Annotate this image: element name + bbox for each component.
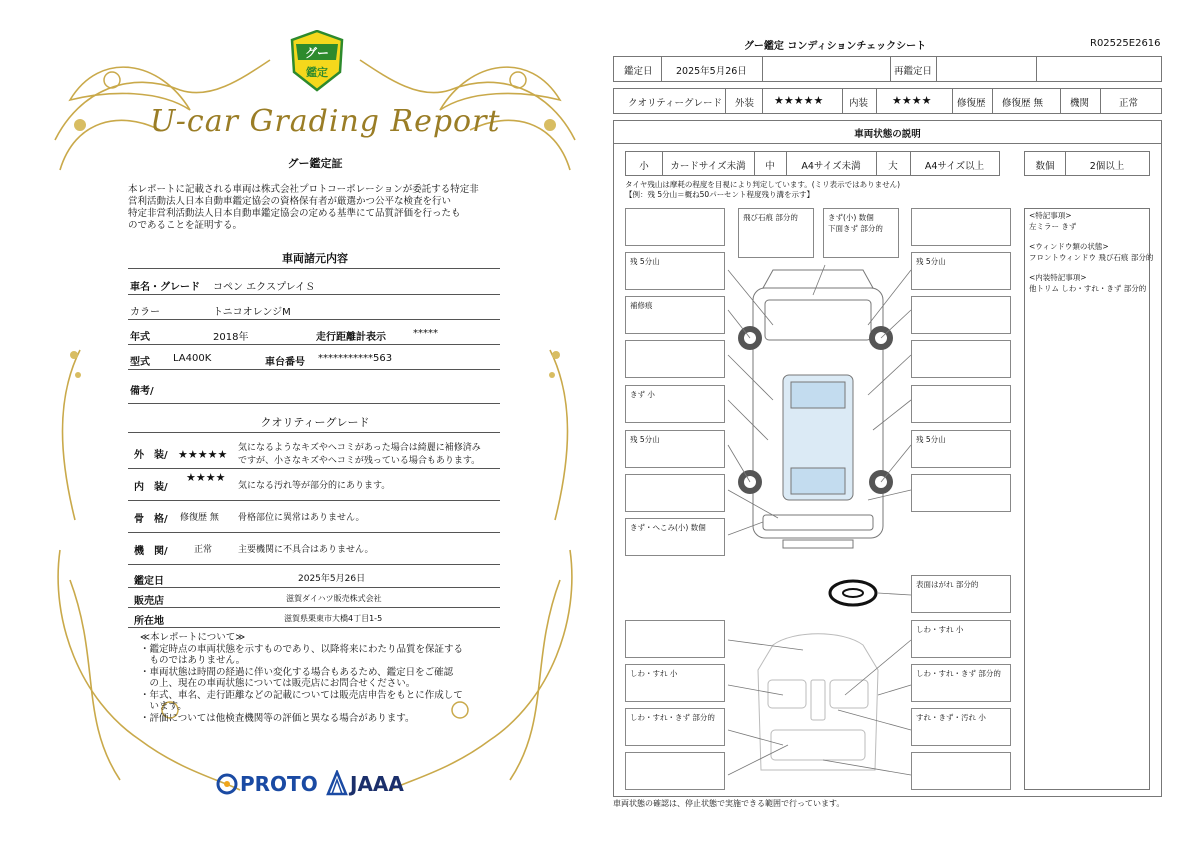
footer-address [128, 608, 500, 628]
value: ***** [413, 328, 438, 339]
spec-row-color [128, 297, 500, 320]
spec-row-name [128, 272, 500, 295]
label: 鑑定日 [134, 576, 164, 587]
quality-heading: クオリティーグレード [260, 416, 370, 429]
jaaa-logo: JAAA [350, 772, 404, 796]
note-box [911, 208, 1011, 246]
tire-note-example: 【例：残 5分山＝概ね50パーセント程度残り溝を示す】 [625, 190, 815, 199]
note-line: ・年式、車名、走行距離などの記載については販売店申告をもとに作成して [140, 689, 463, 701]
legend-large: 大 [888, 161, 898, 172]
divider [128, 268, 500, 269]
badge-line2: 鑑定 [306, 66, 328, 79]
note-text: しわ・すれ 小 [916, 625, 964, 634]
note-box [625, 296, 725, 334]
quality-frame [128, 502, 500, 533]
quality-engine [128, 534, 500, 565]
divider [842, 89, 843, 113]
label: 年式 [130, 332, 150, 343]
legend-small-desc: カードサイズ未満 [670, 161, 746, 172]
intro-line: 本レポートに記載される車両は株式会社プロトコーポレーションが委託する特定非 [128, 184, 479, 195]
text: 骨格部位に異常はありません。 [238, 513, 365, 523]
note-box [625, 430, 725, 468]
note-line: <内装特記事項> [1029, 273, 1087, 282]
note-line: ・車両状態は時間の経過に伴い変化する場合もあるため、鑑定日をご確認 [140, 666, 454, 678]
tire-note: タイヤ残山は摩耗の程度を目視により判定しています。(ミリ表示ではありません) [625, 180, 901, 189]
int-label: 内装 [849, 98, 869, 109]
note-line: ・鑑定時点の車両状態を示すものであり、以降将来にわたり品質を保証する [140, 643, 464, 655]
steering-wheel-icon [830, 581, 876, 605]
stars: ★★★★★ [178, 448, 228, 461]
date-row [613, 56, 1162, 82]
divider [992, 89, 993, 113]
value: 正常 [194, 545, 213, 555]
label: 外 装/ [134, 450, 168, 461]
label: 走行距離計表示 [316, 332, 386, 343]
proto-logo-icon [215, 772, 239, 796]
label: 内 装/ [134, 482, 168, 493]
goo-kantei-badge-icon [290, 30, 344, 92]
note-box [911, 296, 1011, 334]
divider [725, 89, 726, 113]
divider [1036, 57, 1037, 81]
note-box [625, 208, 725, 246]
legend-large-desc: A4サイズ以上 [924, 161, 985, 172]
label: 販売店 [134, 596, 164, 607]
proto-logo: PROTO [240, 772, 318, 796]
intro-line: のであることを証明する。 [128, 220, 243, 231]
note-box [911, 430, 1011, 468]
divider [613, 143, 1162, 144]
divider [1060, 89, 1061, 113]
divider [661, 57, 662, 81]
quality-label: クオリティーグレード [628, 98, 723, 109]
footer-dealer [128, 588, 500, 608]
note-text: きず・へこみ(小) 数個 [630, 523, 706, 532]
label: 機 関/ [134, 546, 168, 557]
note-text: しわ・すれ・きず 部分的 [916, 669, 1001, 678]
note-line [1029, 232, 1153, 242]
redate-label: 再鑑定日 [894, 66, 933, 77]
spec-heading: 車両諸元内容 [282, 252, 348, 265]
report-notes [140, 632, 500, 724]
note-text: きず 小 [630, 390, 655, 399]
note-line: の上、現在の車両状態については販売店にお問合せください。 [140, 678, 416, 689]
spec-row-remarks [128, 376, 500, 404]
note-box [625, 474, 725, 512]
note-box [911, 708, 1011, 746]
note-box [911, 664, 1011, 702]
note-box [738, 208, 814, 258]
divider [762, 57, 763, 81]
badge-line1: グー [304, 46, 330, 60]
date-label: 鑑定日 [624, 66, 653, 77]
engine-label: 機関 [1070, 98, 1090, 109]
note-text: 残 5分山 [916, 257, 946, 266]
quality-interior [128, 470, 500, 501]
note-line: 他トリム しわ・すれ・きず 部分的 [1029, 283, 1147, 293]
repair-label: 修復歴 [957, 98, 986, 109]
note-box [911, 474, 1011, 512]
special-notes-box [1024, 208, 1154, 790]
note-box [625, 708, 725, 746]
note-box [625, 518, 725, 556]
note-line: 左ミラー きず [1029, 221, 1077, 231]
note-line: ・評価については他検査機関等の評価と異なる場合があります。 [140, 712, 415, 724]
label: 車台番号 [265, 357, 305, 368]
quality-exterior [128, 436, 500, 469]
note-text: すれ・きず・汚れ 小 [916, 713, 986, 722]
value: トニコオレンジM [213, 307, 291, 318]
note-text: しわ・すれ・きず 部分的 [630, 713, 715, 722]
intro-line: 特定非営利活動法人日本自動車鑑定協会の定める基準にて品質評価を行ったも [128, 208, 461, 219]
value: 2018年 [213, 332, 249, 343]
grade-row [613, 88, 1162, 114]
text: 気になる汚れ等が部分的にあります。 [238, 481, 391, 491]
stars: ★★★★ [186, 471, 226, 484]
note-box [911, 752, 1011, 790]
note-line: <特記事項> [1029, 211, 1072, 220]
note-box [911, 340, 1011, 378]
note-box [625, 620, 725, 658]
legend-count: 数個 [1035, 161, 1055, 172]
divider [890, 57, 891, 81]
note-text: 残 5分山 [630, 257, 660, 266]
divider [1100, 89, 1101, 113]
legend-mid: 中 [765, 161, 775, 172]
note-line: ものではありません。 [140, 655, 246, 666]
note-box [911, 385, 1011, 423]
note-box [625, 340, 725, 378]
size-legend [625, 151, 1000, 176]
divider [936, 57, 937, 81]
value: 滋賀ダイハツ販売株式会社 [286, 594, 382, 603]
note-text: 補修痕 [630, 301, 653, 310]
legend-mid-desc: A4サイズ未満 [801, 161, 861, 172]
note-box [911, 620, 1011, 658]
value: LA400K [173, 353, 212, 364]
text: 気になるようなキズやヘコミがあった場合は綺麗に補修済み [238, 443, 481, 453]
label: カラー [130, 307, 160, 318]
note-text: 残 5分山 [630, 435, 660, 444]
note-text: しわ・すれ 小 [630, 669, 678, 678]
note-box [625, 252, 725, 290]
value: 滋賀県栗東市大橋4丁目1-5 [284, 614, 383, 623]
note-text: 下面きず 部分的 [828, 224, 883, 233]
note-box [823, 208, 899, 258]
label: 車名・グレード [130, 282, 200, 293]
sheet-title: グー鑑定 コンディションチェックシート [743, 41, 927, 52]
note-box [625, 385, 725, 423]
note-text: きず(小) 数個 [828, 213, 874, 222]
date-value: 2025年5月26日 [676, 66, 747, 77]
divider [762, 89, 763, 113]
count-legend [1024, 151, 1150, 176]
cert-heading: グー鑑定証 [287, 157, 343, 170]
label: 型式 [130, 357, 150, 368]
label: 備考/ [130, 386, 154, 397]
spec-row-year [128, 322, 500, 345]
legend-count-desc: 2個以上 [1089, 161, 1125, 172]
label: 所在地 [134, 616, 164, 627]
note-box [625, 752, 725, 790]
value: コペン エクスプレイＳ [213, 282, 316, 293]
engine-value: 正常 [1119, 98, 1139, 109]
reference-number: R02525E2616 [1090, 38, 1161, 49]
note-box [911, 575, 1011, 613]
jaaa-logo-icon [326, 770, 348, 796]
footer-date [128, 566, 500, 588]
note-text: 表面はがれ 部分的 [916, 580, 979, 589]
legend-small: 小 [639, 161, 649, 172]
repair-value: 修復歴 無 [1002, 98, 1044, 109]
ext-label: 外装 [735, 98, 755, 109]
divider [952, 89, 953, 113]
text: ですが、小さなキズやヘコミが残っている場合もあります。 [238, 456, 481, 466]
script-title: U-car Grading Report [150, 104, 501, 139]
label: 骨 格/ [134, 514, 168, 525]
cert-intro [128, 184, 498, 232]
divider [876, 89, 877, 113]
explanation-title: 車両状態の説明 [854, 129, 921, 140]
int-stars: ★★★★ [892, 94, 932, 107]
note-line: <ウィンドウ類の状態> [1029, 242, 1109, 251]
note-line: フロントウィンドウ 飛び石痕 部分的 [1029, 252, 1154, 262]
value: ***********563 [318, 353, 393, 364]
text: 主要機関に不具合はありません。 [238, 545, 374, 555]
note-line: います。 [140, 701, 187, 712]
note-line: ≪本レポートについて≫ [140, 632, 246, 643]
note-line [1029, 263, 1153, 273]
note-box [625, 664, 725, 702]
divider [128, 432, 500, 433]
sheet-footer: 車両状態の確認は、停止状態で実施できる範囲で行っています。 [613, 799, 845, 808]
spec-row-model [128, 347, 500, 370]
value: 修復歴 無 [180, 513, 219, 523]
note-text: 飛び石痕 部分的 [743, 213, 798, 222]
ext-stars: ★★★★★ [774, 94, 824, 107]
intro-line: 営利活動法人日本自動車鑑定協会の資格保有者が厳選かつ公平な検査を行い [128, 196, 452, 207]
special-notes [1029, 211, 1153, 294]
note-box [911, 252, 1011, 290]
note-text: 残 5分山 [916, 435, 946, 444]
value: 2025年5月26日 [298, 574, 366, 584]
